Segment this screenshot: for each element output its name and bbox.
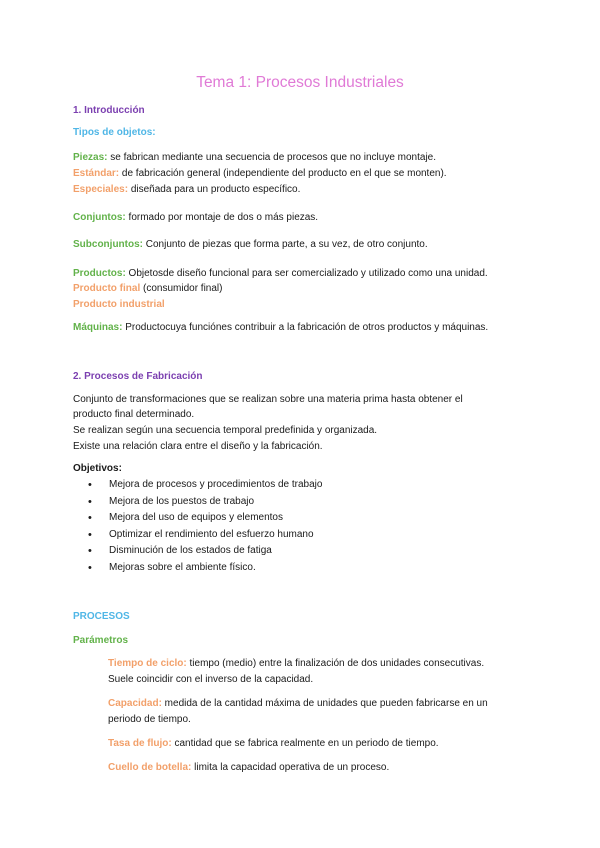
text-especiales: diseñada para un producto específico. [128,184,301,195]
line-tasa-flujo [108,738,439,750]
parametros-heading: Parámetros [73,635,129,646]
text-tasa-flujo: cantidad que se fabrica realmente en un periodo de tiempo. [171,738,439,749]
page-title: Tema 1: Procesos Industriales [196,74,404,91]
term-conjuntos: Conjuntos: [73,212,126,223]
text-conjuntos: formado por montaje de dos o más piezas. [125,212,319,223]
paragraph-line-4: Existe una relación clara entre el diseño y la fabricación. [73,441,323,452]
procesos-heading: PROCESOS [73,611,130,622]
line-subconjuntos [73,239,428,251]
text-estandar: de fabricación general (independiente del producto en el que se monten). [119,168,447,179]
term-productos: Productos: [73,268,126,279]
line-producto-industrial [73,299,165,311]
list-item: • Mejora de procesos y procedimientos de trabajo [73,479,322,496]
line-capacidad-2: periodo de tiempo. [108,714,191,725]
term-tasa-flujo: Tasa de flujo: [108,738,172,749]
term-especiales: Especiales: [73,184,129,195]
section-heading-introduccion: 1. Introducción [73,105,145,116]
paragraph-line-1: Conjunto de transformaciones que se realizan sobre una materia prima hasta obtener el [73,394,463,405]
text-producto-final: (consumidor final) [140,283,223,294]
section-heading-procesos-fabricacion: 2. Procesos de Fabricación [73,371,203,382]
text-cuello-botella: limita la capacidad operativa de un proceso. [191,762,390,773]
text-piezas: se fabrican mediante una secuencia de procesos que no incluye montaje. [107,152,437,163]
term-producto-final: Producto final [73,283,141,294]
line-producto-final [73,283,223,295]
line-tiempo-ciclo [108,658,484,670]
text-maquinas: Productocuya funciónes contribuir a la fabricación de otros productos y máquinas. [122,322,489,333]
line-maquinas [73,322,488,334]
text-subconjuntos: Conjunto de piezas que forma parte, a su vez, de otro conjunto. [143,239,428,250]
types-heading: Tipos de objetos: [73,127,156,138]
text-capacidad: medida de la cantidad máxima de unidades que pueden fabricarse en un [161,698,488,709]
line-tiempo-ciclo-2: Suele coincidir con el inverso de la capacidad. [108,674,314,685]
list-item: • Optimizar el rendimiento del esfuerzo humano [73,529,322,546]
line-estandar [73,168,447,180]
text-tiempo-ciclo: tiempo (medio) entre la finalización de dos unidades consecutivas. [186,658,485,669]
line-productos [73,268,488,280]
objectives-list [73,479,322,579]
term-cuello-botella: Cuello de botella: [108,762,192,773]
term-tiempo-ciclo: Tiempo de ciclo: [108,658,187,669]
term-capacidad: Capacidad: [108,698,162,709]
paragraph-line-3: Se realizan según una secuencia temporal predefinida y organizada. [73,425,378,436]
line-cuello-botella [108,762,389,774]
list-item: • Mejoras sobre el ambiente físico. [73,562,322,579]
list-item: • Disminución de los estados de fatiga [73,545,322,562]
paragraph-line-2: producto final determinado. [73,409,195,420]
list-item: • Mejora de los puestos de trabajo [73,496,322,513]
term-subconjuntos: Subconjuntos: [73,239,143,250]
term-producto-industrial: Producto industrial [73,299,165,310]
line-piezas [73,152,436,164]
list-item: • Mejora del uso de equipos y elementos [73,512,322,529]
line-especiales [73,184,300,196]
line-conjuntos [73,212,318,224]
term-estandar: Estándar: [73,168,120,179]
text-productos: Objetosde diseño funcional para ser comercializado y utilizado como una unidad. [125,268,488,279]
term-piezas: Piezas: [73,152,108,163]
term-maquinas: Máquinas: [73,322,123,333]
objectives-heading: Objetivos: [73,463,122,474]
line-capacidad [108,698,488,710]
